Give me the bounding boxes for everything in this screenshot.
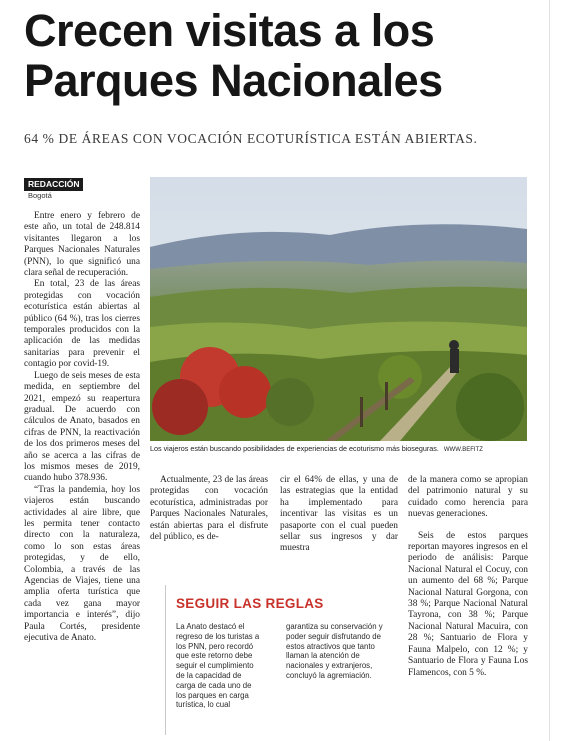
mountain-landscape-image	[150, 177, 527, 441]
sidebar-box-title: SEGUIR LAS REGLAS	[176, 596, 324, 611]
article-column-4	[408, 475, 528, 679]
caption-text: Los viajeros están buscando posibilidades de experiencias de ecoturismo más bioseguras.	[150, 444, 439, 453]
photo-caption	[150, 444, 527, 455]
paragraph: de la manera como se apropian del patrimonio natural y su cuidado como herencia para nuevas generaciones.	[408, 475, 528, 520]
article-column-2	[150, 475, 268, 543]
paragraph: En total, 23 de las áreas protegidas con vocación ecoturística están abiertas al público (64 %), tras los cierres temporales producidos con la aplicación de las medidas sanitarias para prevenir el contagio por covid-19.	[24, 279, 140, 370]
subhead: 64 % DE ÁREAS CON VOCACIÓN ECOTURÍSTICA ESTÁN ABIERTAS.	[24, 131, 478, 146]
landscape-photo	[150, 177, 527, 441]
paragraph: “Tras la pandemia, hoy los viajeros están buscando actividades al aire libre, que les permita tener contacto directo con la naturaleza, como lo son estas áreas protegidas, y de ello, Colombia, a través de las Agencias de Viajes, tiene una amplia oferta turística que cada vez gana mayor importancia e interés”, dijo Paula Cortés, presidente ejecutiva de Anato.	[24, 484, 140, 644]
paragraph: Luego de seis meses de esta medida, en septiembre del 2021, empezó su reapertura gradual. De acuerdo con cálculos de Anato, basados en cifras de PNN, la reactivación de los dos primeros meses del año se acerca a las cifras de los mismos meses de 2019, cuando hubo 378.936.	[24, 370, 140, 484]
paragraph: cir el 64% de ellas, y una de las estrategias que la entidad ha implementado para incentivar las visitas es un pasaporte con el cual pueden sellar sus ingresos y dar muestra	[280, 475, 398, 554]
article-column-1	[24, 211, 140, 644]
page-edge	[549, 0, 565, 741]
paragraph: Seis de estos parques reportan mayores ingresos en el periodo de análisis: Parque Nacional Natural el Cocuy, con un aumento del 68 %; Parque Nacional Natural Gorgona, con 38 %; Parque Nacional Natural Tayrona, con 38 %; Parque Nacional Natural Macuira, con 28 %; Santuario de Flora y Fauna Malpelo, con 12 %; y Santuario de Flora y Fauna Los Flamencos, con 5 %.	[408, 530, 528, 678]
dateline: Bogotá	[28, 191, 52, 200]
article-column-3	[280, 475, 398, 555]
headline: Crecen visitas a los Parques Nacionales	[24, 5, 443, 106]
photo-credit: WWW.BEFITZ	[443, 447, 483, 453]
byline-badge: REDACCIÓN	[24, 178, 83, 191]
paragraph: Entre enero y febrero de este año, un total de 248.814 visitantes llegaron a los Parques Nacionales Naturales (PNN), lo que significó una clara señal de recuperación.	[24, 211, 140, 279]
sidebar-box-column-a: La Anato destacó el regreso de los turistas a los PNN, pero recordó que este retorno debe seguir el cumplimiento de la capacidad de carga de cada uno de los parques en carga turística, lo cual	[176, 622, 260, 710]
sidebar-box-column-b: garantiza su conservación y poder seguir disfrutando de estos atractivos que tanto llaman la atención de nacionales y extranjeros, concluyó la agremiación.	[286, 622, 383, 680]
paragraph: Actualmente, 23 de las áreas protegidas con vocación ecoturística, administradas por Parques Nacionales Naturales, están abiertas para el disfrute del público, es de-	[150, 475, 268, 543]
